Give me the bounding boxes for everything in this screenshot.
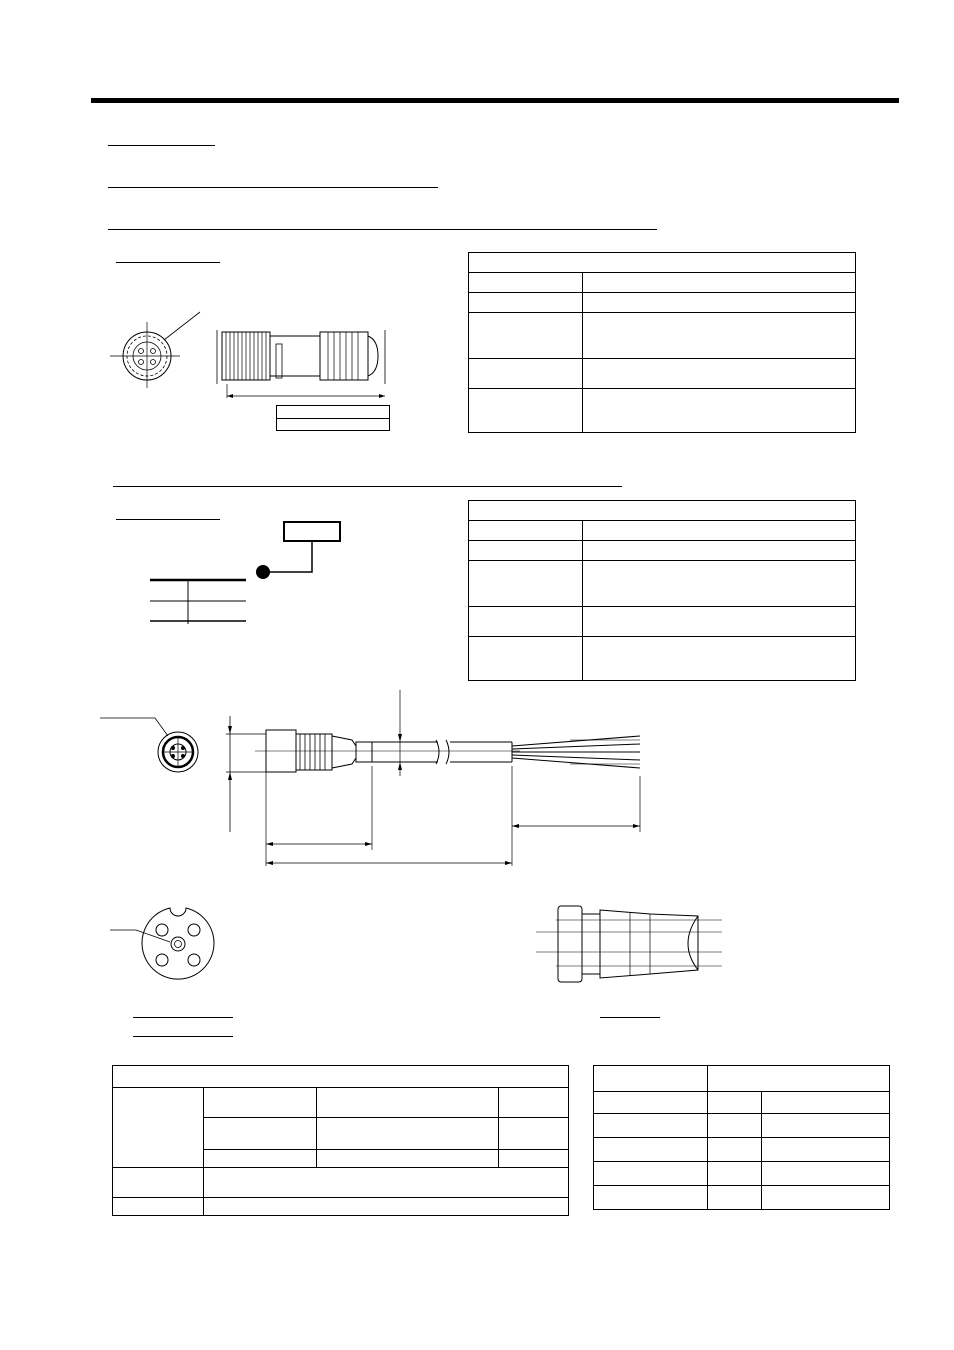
spec-table-b-title [469,501,856,521]
table-cell [708,1114,762,1138]
table-cell [204,1198,569,1216]
header-rule [91,98,899,103]
table-cell [594,1092,708,1114]
connector-side-view-small [530,900,730,990]
spec-table-b [468,500,856,681]
table-cell [708,1186,762,1210]
section-heading-1 [108,145,215,146]
table-cell [469,561,583,607]
table-cell [594,1186,708,1210]
table-cell [583,541,856,561]
table-cell [594,1114,708,1138]
section-heading-3 [108,229,657,230]
cable-label-leader [250,540,320,582]
caption-side-view [600,1017,660,1018]
caption-pin-view-2 [133,1036,233,1037]
table-cell [583,389,856,433]
table-cell [469,541,583,561]
connector-front-view [110,300,210,390]
spec-table-d [593,1065,890,1210]
table-cell [583,273,856,293]
subheading-cable [116,519,220,520]
table-cell [113,1168,204,1198]
table-cell [762,1162,890,1186]
table-cell [583,293,856,313]
table-cell [499,1150,569,1168]
table-cell [469,607,583,637]
section-heading-2 [108,187,438,188]
table-cell [469,293,583,313]
table-cell [113,1198,204,1216]
table-cell [583,313,856,359]
table-cell [317,1088,499,1118]
part-label-box [276,405,390,431]
spec-table-c [112,1065,569,1216]
table-cell [762,1138,890,1162]
table-cell [499,1118,569,1150]
spec-table-c-title [113,1066,569,1088]
table-cell [469,389,583,433]
table-cell [113,1088,204,1168]
table-header-cell [708,1066,890,1092]
table-cell [708,1162,762,1186]
table-cell [708,1092,762,1114]
table-cell [594,1138,708,1162]
table-header-cell [594,1066,708,1092]
table-cell [317,1150,499,1168]
table-cell [583,561,856,607]
table-cell [469,637,583,681]
caption-pin-view-1 [133,1017,233,1018]
table-cell [469,273,583,293]
table-cell [204,1150,317,1168]
table-cell [469,313,583,359]
table-cell [204,1168,569,1198]
wire-legend-grid [150,578,246,624]
table-cell [583,637,856,681]
table-cell [204,1118,317,1150]
table-cell [204,1088,317,1118]
section-heading-4 [113,486,622,487]
table-cell [469,521,583,541]
pin-layout-view [110,900,230,990]
table-cell [583,359,856,389]
table-cell [762,1092,890,1114]
table-cell [583,521,856,541]
table-cell [499,1088,569,1118]
cable-assembly-drawing [100,686,660,876]
table-cell [317,1118,499,1150]
table-cell [594,1162,708,1186]
table-cell [762,1114,890,1138]
spec-table-a-title [469,253,856,273]
table-cell [583,607,856,637]
table-cell [762,1186,890,1210]
table-cell [708,1138,762,1162]
spec-table-a [468,252,856,433]
table-cell [469,359,583,389]
cable-label-box [283,521,341,542]
subheading-connector [116,262,220,263]
